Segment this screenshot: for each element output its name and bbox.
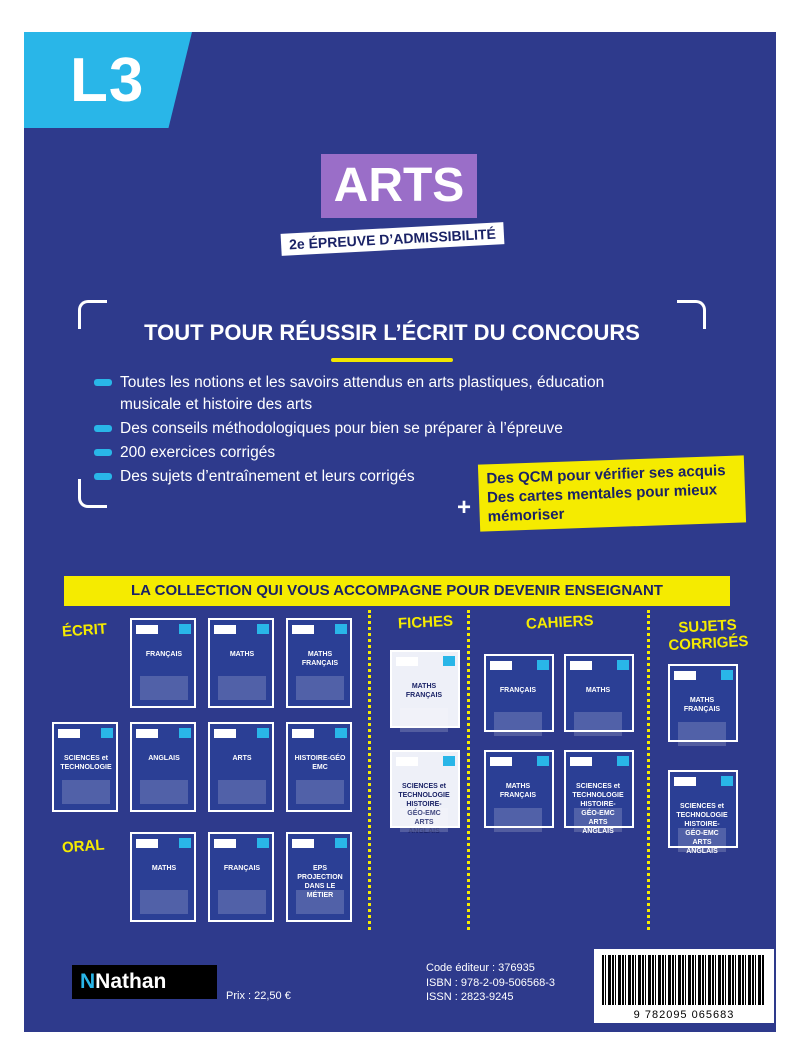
book-illustration (218, 890, 266, 914)
book-illustration (296, 676, 344, 700)
book-title: ANGLAIS (148, 755, 180, 762)
book-level-badge (617, 756, 629, 766)
section-divider (368, 610, 371, 930)
extras-callout (478, 455, 746, 531)
code-line: ISBN : 978-2-09-506568-3 (426, 976, 556, 989)
book-illustration (400, 708, 448, 732)
exam-subtitle: 2e ÉPREUVE D’ADMISSIBILITÉ (281, 222, 505, 256)
book-title: HISTOIRE-GÉO EMC (294, 755, 346, 771)
book-thumbnail (564, 654, 634, 732)
book-level-badge (721, 670, 733, 680)
book-brand (490, 757, 512, 766)
book-illustration (494, 808, 542, 832)
book-title: FRANÇAIS (145, 651, 183, 658)
list-item: 200 exercices corrigés (94, 442, 654, 464)
subject-title: ARTS (321, 154, 477, 218)
book-brand (214, 839, 236, 848)
bullet-icon (94, 379, 112, 386)
section-label-cahiers: CAHIERS (525, 612, 594, 633)
book-title: FRANÇAIS (499, 687, 537, 694)
code-line: ISSN : 2823-9245 (426, 991, 514, 1003)
book-illustration (494, 712, 542, 736)
barcode (594, 949, 774, 1023)
book-title: MATHS (585, 687, 611, 694)
book-brand (570, 757, 592, 766)
book-brand (136, 729, 158, 738)
section-divider (467, 610, 470, 930)
book-thumbnail (130, 832, 196, 922)
book-illustration (218, 676, 266, 700)
book-brand (214, 625, 236, 634)
book-title: EPS PROJECTION DANS LE MÉTIER (297, 865, 343, 899)
book-title: MATHS FRANÇAIS (405, 683, 443, 699)
book-thumbnail (668, 664, 738, 742)
book-level-badge (257, 838, 269, 848)
book-level-badge (335, 728, 347, 738)
level-label: L3 (70, 46, 145, 115)
book-title: MATHS (151, 865, 177, 872)
book-illustration (62, 780, 110, 804)
book-thumbnail (208, 618, 274, 708)
book-thumbnail (52, 722, 118, 812)
book-title: SCIENCES et TECHNOLOGIE HISTOIRE-GÉO-EMC ARTS ANGLAIS (572, 783, 624, 835)
book-thumbnail (286, 722, 352, 812)
book-brand (292, 729, 314, 738)
book-level-badge (335, 624, 347, 634)
book-level-badge (721, 776, 733, 786)
book-illustration (140, 890, 188, 914)
book-brand (292, 625, 314, 634)
book-brand (396, 757, 418, 766)
extras-line: Des QCM pour vérifier ses acquis (486, 462, 726, 488)
book-brand (674, 671, 696, 680)
book-illustration (678, 722, 726, 746)
bullet-icon (94, 425, 112, 432)
book-title: SCIENCES et TECHNOLOGIE HISTOIRE-GÉO-EMC ARTS ANGLAIS (398, 783, 450, 835)
book-level-badge (617, 660, 629, 670)
book-illustration (140, 676, 188, 700)
book-brand (570, 661, 592, 670)
book-brand (136, 839, 158, 848)
book-title: MATHS (229, 651, 255, 658)
book-level-badge (537, 756, 549, 766)
price: Prix : 22,50 € (226, 990, 291, 1002)
section-label-oral: ORAL (61, 836, 106, 857)
book-title: ARTS (232, 755, 252, 762)
book-brand (136, 625, 158, 634)
book-thumbnail (130, 618, 196, 708)
code-line: Code éditeur : 376935 (426, 962, 535, 974)
book-brand (58, 729, 80, 738)
book-level-badge (179, 838, 191, 848)
book-title: SCIENCES et TECHNOLOGIE (60, 755, 112, 771)
section-label-sujets: SUJETS CORRIGÉS (668, 616, 749, 655)
book-illustration (678, 828, 726, 852)
book-level-badge (443, 656, 455, 666)
book-thumbnail (130, 722, 196, 812)
publisher-logo: NNathan (72, 965, 217, 999)
book-level-badge (179, 728, 191, 738)
book-thumbnail (286, 832, 352, 922)
book-brand (490, 661, 512, 670)
book-title: MATHS FRANÇAIS (301, 651, 339, 667)
book-level-badge (257, 728, 269, 738)
book-title: FRANÇAIS (223, 865, 261, 872)
book-thumbnail (286, 618, 352, 708)
book-level-badge (443, 756, 455, 766)
book-brand (214, 729, 236, 738)
bullet-icon (94, 449, 112, 456)
book-thumbnail (208, 722, 274, 812)
section-label-ecrit: ÉCRIT (61, 620, 108, 641)
book-illustration (296, 780, 344, 804)
back-cover (24, 32, 776, 1032)
promo-heading: TOUT POUR RÉUSSIR L’ÉCRIT DU CONCOURS (144, 320, 640, 345)
book-level-badge (179, 624, 191, 634)
book-thumbnail (668, 770, 738, 855)
barcode-bars (602, 955, 764, 1005)
list-item: Toutes les notions et les savoirs attendus en arts plastiques, éducation musicale et histoire des arts (94, 372, 654, 416)
book-illustration (140, 780, 188, 804)
book-illustration (296, 890, 344, 914)
list-item: Des conseils méthodologiques pour bien se préparer à l’épreuve (94, 418, 654, 440)
book-level-badge (101, 728, 113, 738)
book-thumbnail (390, 750, 460, 835)
book-thumbnail (484, 654, 554, 732)
collection-banner: LA COLLECTION QUI VOUS ACCOMPAGNE POUR DEVENIR ENSEIGNANT (64, 576, 730, 606)
book-title: SCIENCES et TECHNOLOGIE HISTOIRE-GÉO-EMC ARTS ANGLAIS (676, 803, 728, 855)
bullet-icon (94, 473, 112, 480)
book-level-badge (257, 624, 269, 634)
list-item: Des sujets d’entraînement et leurs corrigés (94, 466, 654, 488)
book-title: MATHS FRANÇAIS (683, 697, 721, 713)
plus-icon: + (457, 494, 472, 521)
book-thumbnail (390, 650, 460, 728)
book-illustration (218, 780, 266, 804)
book-level-badge (335, 838, 347, 848)
book-thumbnail (208, 832, 274, 922)
book-brand (674, 777, 696, 786)
book-illustration (400, 808, 448, 832)
section-divider (647, 610, 650, 930)
book-brand (396, 657, 418, 666)
book-brand (292, 839, 314, 848)
publication-codes (426, 961, 555, 1005)
book-level-badge (537, 660, 549, 670)
barcode-digits: 9 782095 065683 (633, 1009, 735, 1021)
book-illustration (574, 712, 622, 736)
heading-underline (331, 358, 453, 362)
book-illustration (574, 808, 622, 832)
book-thumbnail (564, 750, 634, 835)
book-thumbnail (484, 750, 554, 828)
book-title: MATHS FRANÇAIS (499, 783, 537, 799)
extras-line: Des cartes mentales pour mieux mémoriser (486, 481, 718, 526)
section-label-fiches: FICHES (397, 612, 454, 633)
